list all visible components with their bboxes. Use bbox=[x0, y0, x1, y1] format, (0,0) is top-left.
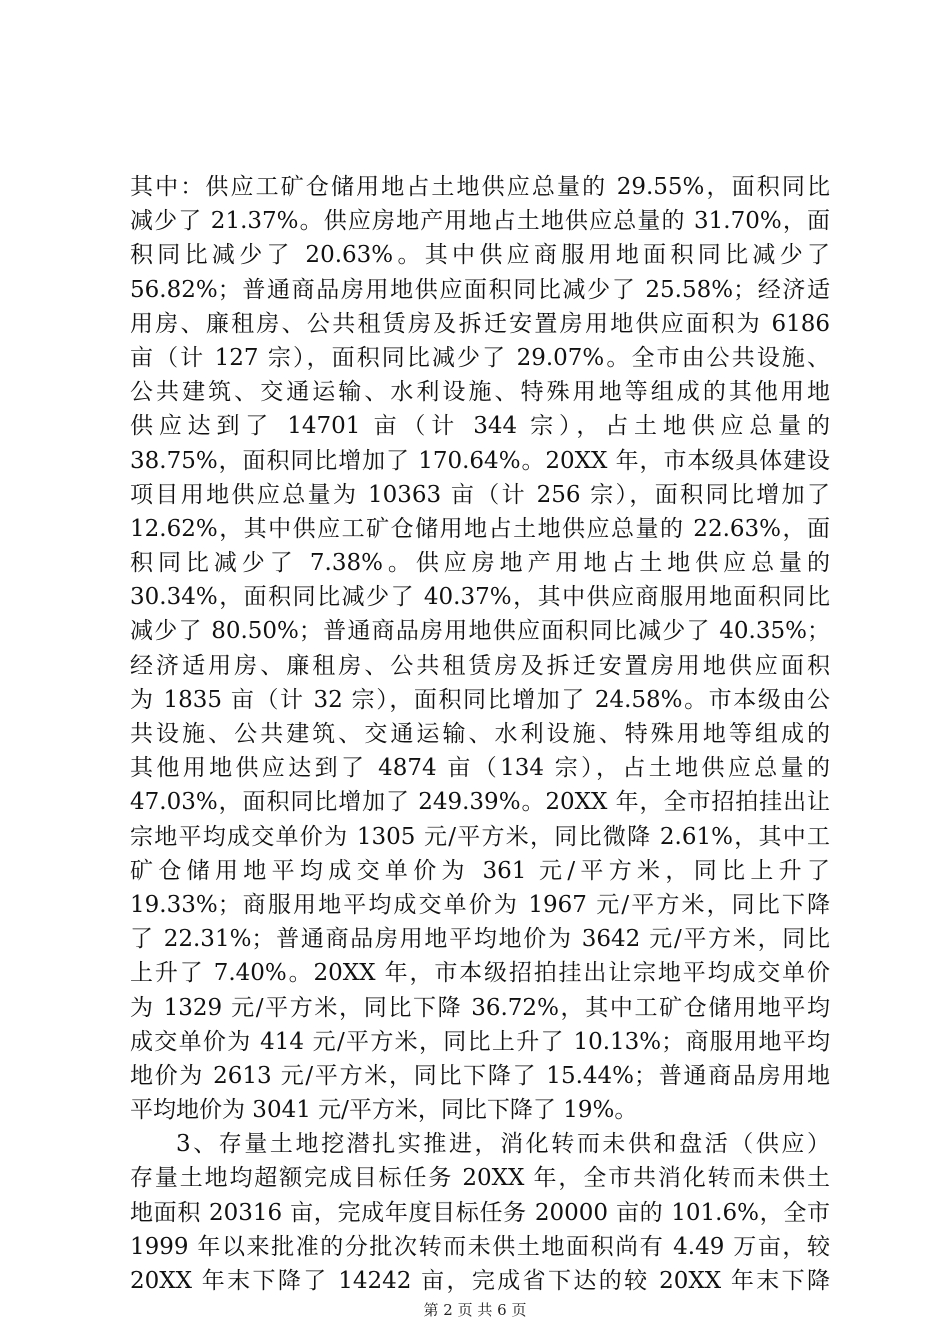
text-line: 为 1329 元/平方米，同比下降 36.72%，其中工矿仓储用地平均 bbox=[130, 994, 830, 1021]
text-line: 56.82%；普通商品房用地供应面积同比减少了 25.58%；经济适 bbox=[130, 276, 830, 303]
section-heading-line: 3、存量土地挖潜扎实推进，消化转而未供和盘活（供应） bbox=[176, 1131, 830, 1158]
text-line: 减少了 21.37%。供应房地产用地占土地供应总量的 31.70%，面 bbox=[130, 208, 830, 235]
text-line: 公共建筑、交通运输、水利设施、特殊用地等组成的其他用地 bbox=[130, 379, 830, 406]
text-line: 积同比减少了 7.38%。供应房地产用地占土地供应总量的 bbox=[130, 550, 830, 577]
text-line: 1999 年以来批准的分批次转而未供土地面积尚有 4.49 万亩，较 bbox=[130, 1233, 830, 1260]
text-line: 其中：供应工矿仓储用地占土地供应总量的 29.55%，面积同比 bbox=[130, 174, 830, 200]
text-line: 宗地平均成交单价为 1305 元/平方米，同比微降 2.61%，其中工 bbox=[130, 823, 830, 850]
text-line: 用房、廉租房、公共租赁房及拆迁安置房用地供应面积为 6186 bbox=[130, 310, 830, 337]
text-line: 成交单价为 414 元/平方米，同比上升了 10.13%；商服用地平均 bbox=[130, 1028, 830, 1055]
text-line: 矿仓储用地平均成交单价为 361 元/平方米，同比上升了 bbox=[130, 857, 830, 884]
text-line: 供应达到了 14701 亩（计 344 宗），占土地供应总量的 bbox=[130, 413, 830, 440]
text-line: 其他用地供应达到了 4874 亩（134 宗），占土地供应总量的 bbox=[130, 755, 830, 782]
text-line: 积同比减少了 20.63%。其中供应商服用地面积同比减少了 bbox=[130, 242, 830, 269]
text-line: 地面积 20316 亩，完成年度目标任务 20000 亩的 101.6%，全市 bbox=[130, 1199, 830, 1226]
text-line: 19.33%；商服用地平均成交单价为 1967 元/平方米，同比下降 bbox=[130, 891, 830, 918]
text-line: 38.75%，面积同比增加了 170.64%。20XX 年，市本级具体建设 bbox=[130, 447, 830, 474]
text-line: 平均地价为 3041 元/平方米，同比下降了 19%。 bbox=[130, 1097, 638, 1124]
text-line: 为 1835 亩（计 32 宗），面积同比增加了 24.58%。市本级由公 bbox=[130, 686, 830, 713]
text-line: 共设施、公共建筑、交通运输、水利设施、特殊用地等组成的 bbox=[130, 721, 830, 747]
text-line: 12.62%，其中供应工矿仓储用地占土地供应总量的 22.63%，面 bbox=[130, 515, 830, 542]
page-number-footer: 第 2 页 共 6 页 bbox=[423, 1301, 527, 1319]
text-line: 亩（计 127 宗），面积同比减少了 29.07%。全市由公共设施、 bbox=[130, 344, 830, 371]
text-line: 47.03%，面积同比增加了 249.39%。20XX 年，全市招拍挂出让 bbox=[130, 789, 830, 816]
text-line: 项目用地供应总量为 10363 亩（计 256 宗），面积同比增加了 bbox=[130, 481, 830, 508]
text-line: 30.34%，面积同比减少了 40.37%，其中供应商服用地面积同比 bbox=[130, 584, 830, 611]
text-line: 地价为 2613 元/平方米，同比下降了 15.44%；普通商品房用地 bbox=[130, 1062, 830, 1089]
text-line: 经济适用房、廉租房、公共租赁房及拆迁安置房用地供应面积 bbox=[130, 652, 830, 679]
text-line: 减少了 80.50%；普通商品房用地供应面积同比减少了 40.35%； bbox=[130, 618, 830, 645]
text-line: 了 22.31%；普通商品房用地平均地价为 3642 元/平方米，同比 bbox=[130, 926, 830, 953]
text-line: 20XX 年末下降了 14242 亩，完成省下达的较 20XX 年末下降 bbox=[130, 1268, 830, 1294]
text-line: 存量土地均超额完成目标任务 20XX 年，全市共消化转而未供土 bbox=[130, 1165, 830, 1192]
text-line: 上升了 7.40%。20XX 年，市本级招拍挂出让宗地平均成交单价 bbox=[130, 960, 830, 987]
body-text bbox=[130, 170, 830, 1298]
